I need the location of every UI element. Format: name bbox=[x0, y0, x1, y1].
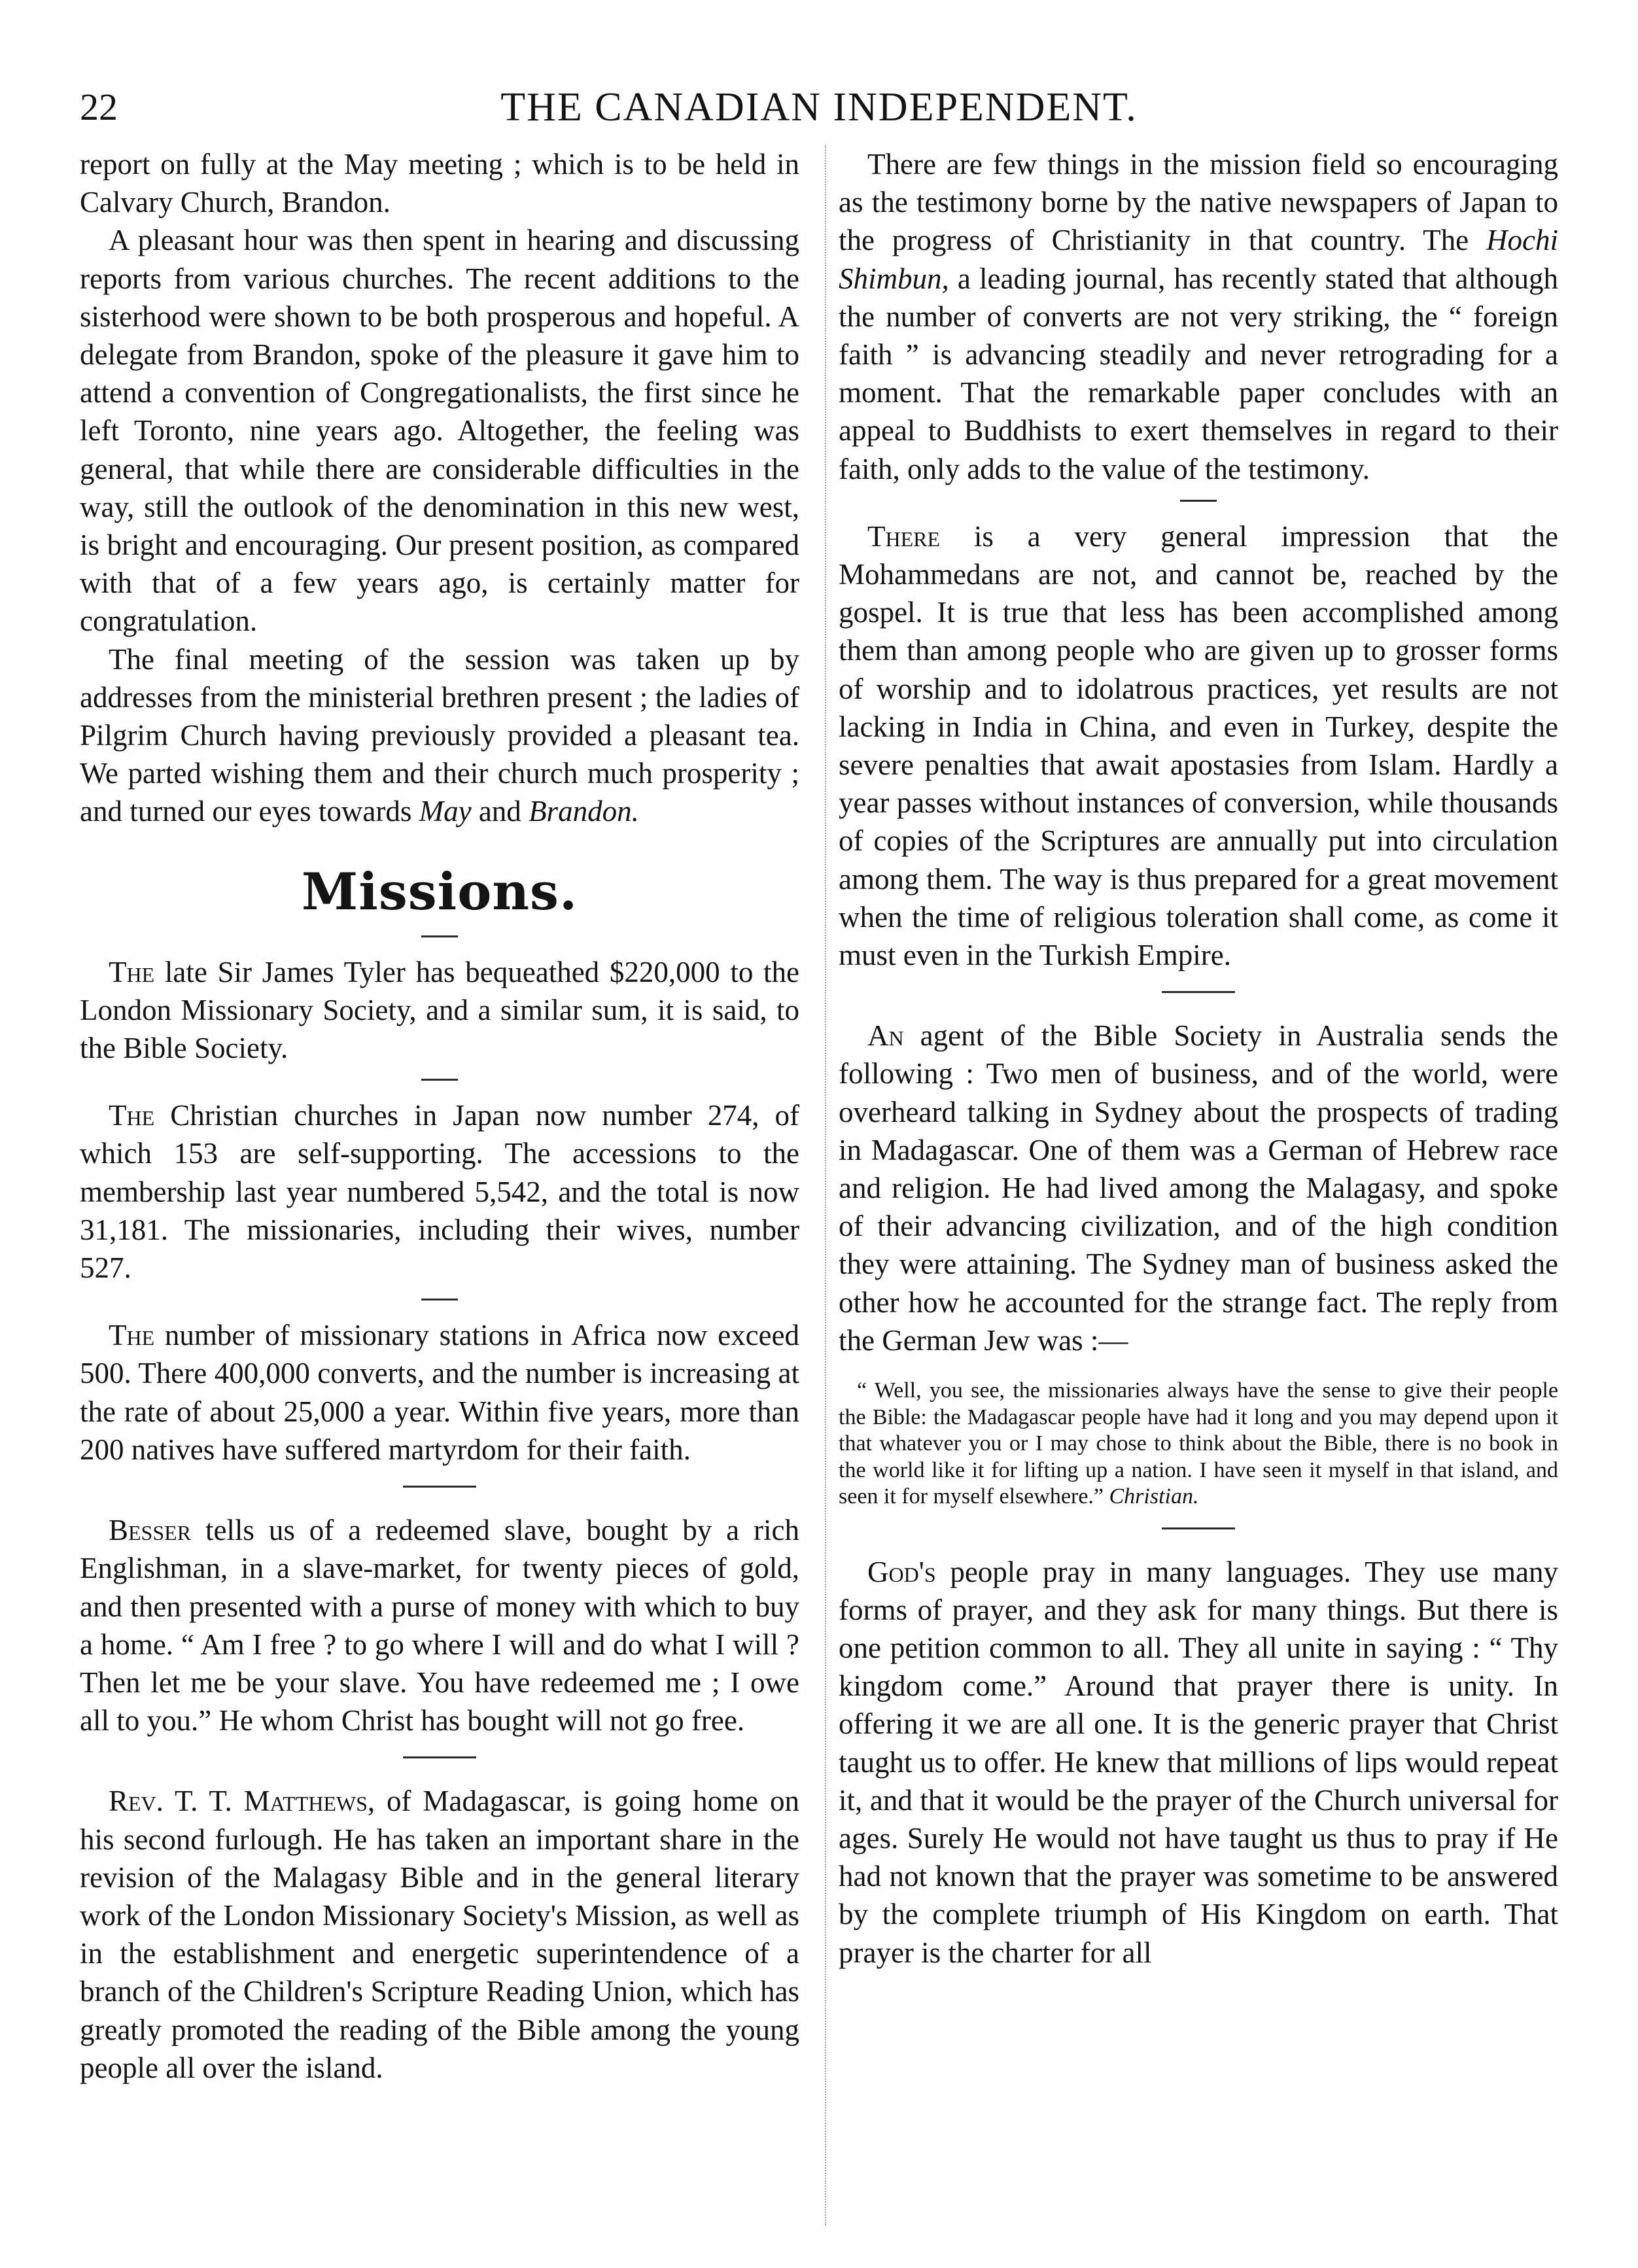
italic-hochi-shimbun: Hochi Shimbun, bbox=[839, 224, 1558, 295]
item-text: a leading journal, has recently stated that although the number of converts are not very striking, the “ foreign faith ” is advancing steadily and never retrograding for a moment. That the remarkable paper concludes with an appeal to Buddhists to exert themselves in regard to their faith, only adds to the value of the testimony. bbox=[839, 262, 1558, 485]
item-text: number of missionary stations in Africa now exceed 500. There 400,000 converts, and the number is increasing at the rate of about 25,000 a year. Within five years, more than 200 natives have suffered martyrdom for their faith. bbox=[80, 1319, 799, 1466]
item-matthews bbox=[80, 1782, 799, 2087]
page-number: 22 bbox=[80, 86, 118, 128]
section-heading-missions: Missions. bbox=[301, 862, 578, 922]
paragraph-reports: A pleasant hour was then spent in hearing and discussing reports from various churches. The recent additions to the sisterhood were shown to be both prosperous and hopeful. A delegate from Brandon, spoke of the pleasure it gave him to attend a convention of Congregationalists, the first since he left Toronto, nine years ago. Altogether, the feeling was general, that while there are considerable difficulties in the way, still the outlook of the denomination in this new west, is bright and encouraging. Our present position, as compared with that of a few years ago, is certainly matter for congratulation. bbox=[80, 224, 799, 638]
item-rule bbox=[1162, 1527, 1235, 1529]
item-bible-society-australia bbox=[839, 1017, 1558, 1359]
item-text: people pray in many languages. They use many forms of prayer, and they ask for many things. But there is one petition common to all. They all unite in saying : “ Thy kingdom come.” Around that prayer there is unity. In offering it we are all one. It is the generic prayer that Christ taught us to offer. He knew that millions of lips would repeat it, and that it would be the prayer of the Church universal for ages. Surely He would not have taught us thus to pray if He had not known that the prayer was sometime to be answered by the complete triumph of His Kingdom on earth. That prayer is the charter for all bbox=[839, 1555, 1558, 1969]
item-lead: God's bbox=[867, 1555, 936, 1588]
block-quote bbox=[839, 1378, 1558, 1510]
item-text: tells us of a redeemed slave, bought by a rich Englishman, in a slave-market, for twenty pieces of gold, and then presented with a purse of money with which to buy a home. “ Am I free ? to go where I will and do what I will ? Then let me be your slave. You have redeemed me ; I owe all to you.” He whom Christ has bought will not go free. bbox=[80, 1514, 799, 1737]
item-text: is a very general impression that the Mohammedans are not, and cannot be, reached by the gospel. It is true that less has been accomplished among them than among people who are given up to grosser forms of worship and to idolatrous practices, yet results are not lacking in India in China, and even in Turkey, despite the severe penalties that await apostasies from Islam. Hardly a year passes without instances of conversion, while thousands of copies of the Scriptures are annually put into circulation among them. The way is thus prepared for a great movement when the time of religious toleration shall come, as come it must even in the Turkish Empire. bbox=[839, 519, 1558, 972]
item-japan-newspapers bbox=[839, 145, 1558, 488]
section-rule bbox=[421, 935, 458, 937]
item-redeemed-slave bbox=[80, 1511, 799, 1739]
journal-title: THE CANADIAN INDEPENDENT. bbox=[500, 85, 1138, 130]
item-lead: The bbox=[109, 1319, 155, 1352]
item-japan-churches bbox=[80, 1096, 799, 1287]
item-rule bbox=[1162, 991, 1235, 993]
item-lead: There bbox=[867, 519, 941, 553]
item-text: of Madagascar, is going home on his second furlough. He has taken an important share in the revision of the Malagasy Bible and in the general literary work of the London Missionary Society's Mission, as well as in the establishment and energetic superintendence of a branch of the Children's Scripture Reading Union, which has greatly promoted the reading of the Bible among the young people all over the island. bbox=[80, 1785, 799, 2084]
running-head bbox=[80, 81, 1558, 133]
right-column bbox=[839, 145, 1558, 1972]
column-divider bbox=[825, 145, 826, 2225]
conjunction-text: and bbox=[471, 795, 529, 828]
spacer bbox=[839, 1359, 1558, 1378]
quote-text bbox=[839, 1378, 1558, 1510]
quote-body: “ Well, you see, the missionaries always have the sense to give their people the Bible: the Madagascar people have had it long and you may depend upon it that whatever you or I may chose to think about the Bible, there is no book in the world like it for lifting up a nation. I have seen it myself in that island, and seen it for myself elsewhere.” bbox=[839, 1378, 1558, 1509]
italic-brandon: Brandon. bbox=[529, 795, 639, 828]
item-rule bbox=[403, 1486, 476, 1488]
item-text: agent of the Bible Society in Australia sends the following : Two men of business, and of the world, were overheard talking in Sydney about the prospects of trading in Madagascar. One of them was a German of Hebrew race and religion. He had lived among the Malagasy, and spoke of their advancing civilization, and of the high condition they were attaining. The Sydney man of business asked the other how he accounted for the strange fact. The reply from the German Jew was :— bbox=[839, 1019, 1558, 1357]
item-lead: The bbox=[109, 955, 155, 988]
item-text: late Sir James Tyler has bequeathed $220,000 to the London Missionary Society, and a similar sum, it is said, to the Bible Society. bbox=[80, 955, 799, 1065]
item-gods-people-pray bbox=[839, 1553, 1558, 1972]
paragraph-continued: report on fully at the May meeting ; which is to be held in Calvary Church, Brandon. bbox=[80, 148, 799, 219]
item-tyler-bequest bbox=[80, 953, 799, 1068]
item-rule bbox=[403, 1756, 476, 1758]
paragraph-final-meeting bbox=[80, 640, 799, 831]
item-africa-stations bbox=[80, 1316, 799, 1469]
italic-may: May bbox=[419, 795, 472, 828]
item-lead: Besser bbox=[109, 1514, 192, 1547]
item-mohammedans bbox=[839, 517, 1558, 974]
item-rule bbox=[421, 1299, 458, 1300]
item-text: There are few things in the mission field so encouraging as the testimony borne by the native newspapers of Japan to the progress of Christianity in that country. The bbox=[839, 148, 1558, 257]
item-lead: The bbox=[109, 1099, 155, 1132]
item-lead: Rev. T. T. Matthews, bbox=[109, 1785, 375, 1818]
left-column bbox=[80, 145, 799, 2087]
paragraph-final-meeting-text: The final meeting of the session was taken up by addresses from the ministerial brethren present ; the ladies of Pilgrim Church having previously provided a pleasant tea. We parted wishing them and their church much prosperity ; and turned our eyes towards bbox=[80, 642, 799, 828]
item-rule bbox=[421, 1079, 458, 1081]
item-rule bbox=[1180, 500, 1217, 502]
item-text: Christian churches in Japan now number 274, of which 153 are self-supporting. The accessions to the membership last year numbered 5,542, and the total is now 31,181. The missionaries, including their wives, number 527. bbox=[80, 1099, 799, 1285]
quote-source: Christian. bbox=[1109, 1484, 1199, 1509]
item-lead: An bbox=[867, 1019, 904, 1053]
